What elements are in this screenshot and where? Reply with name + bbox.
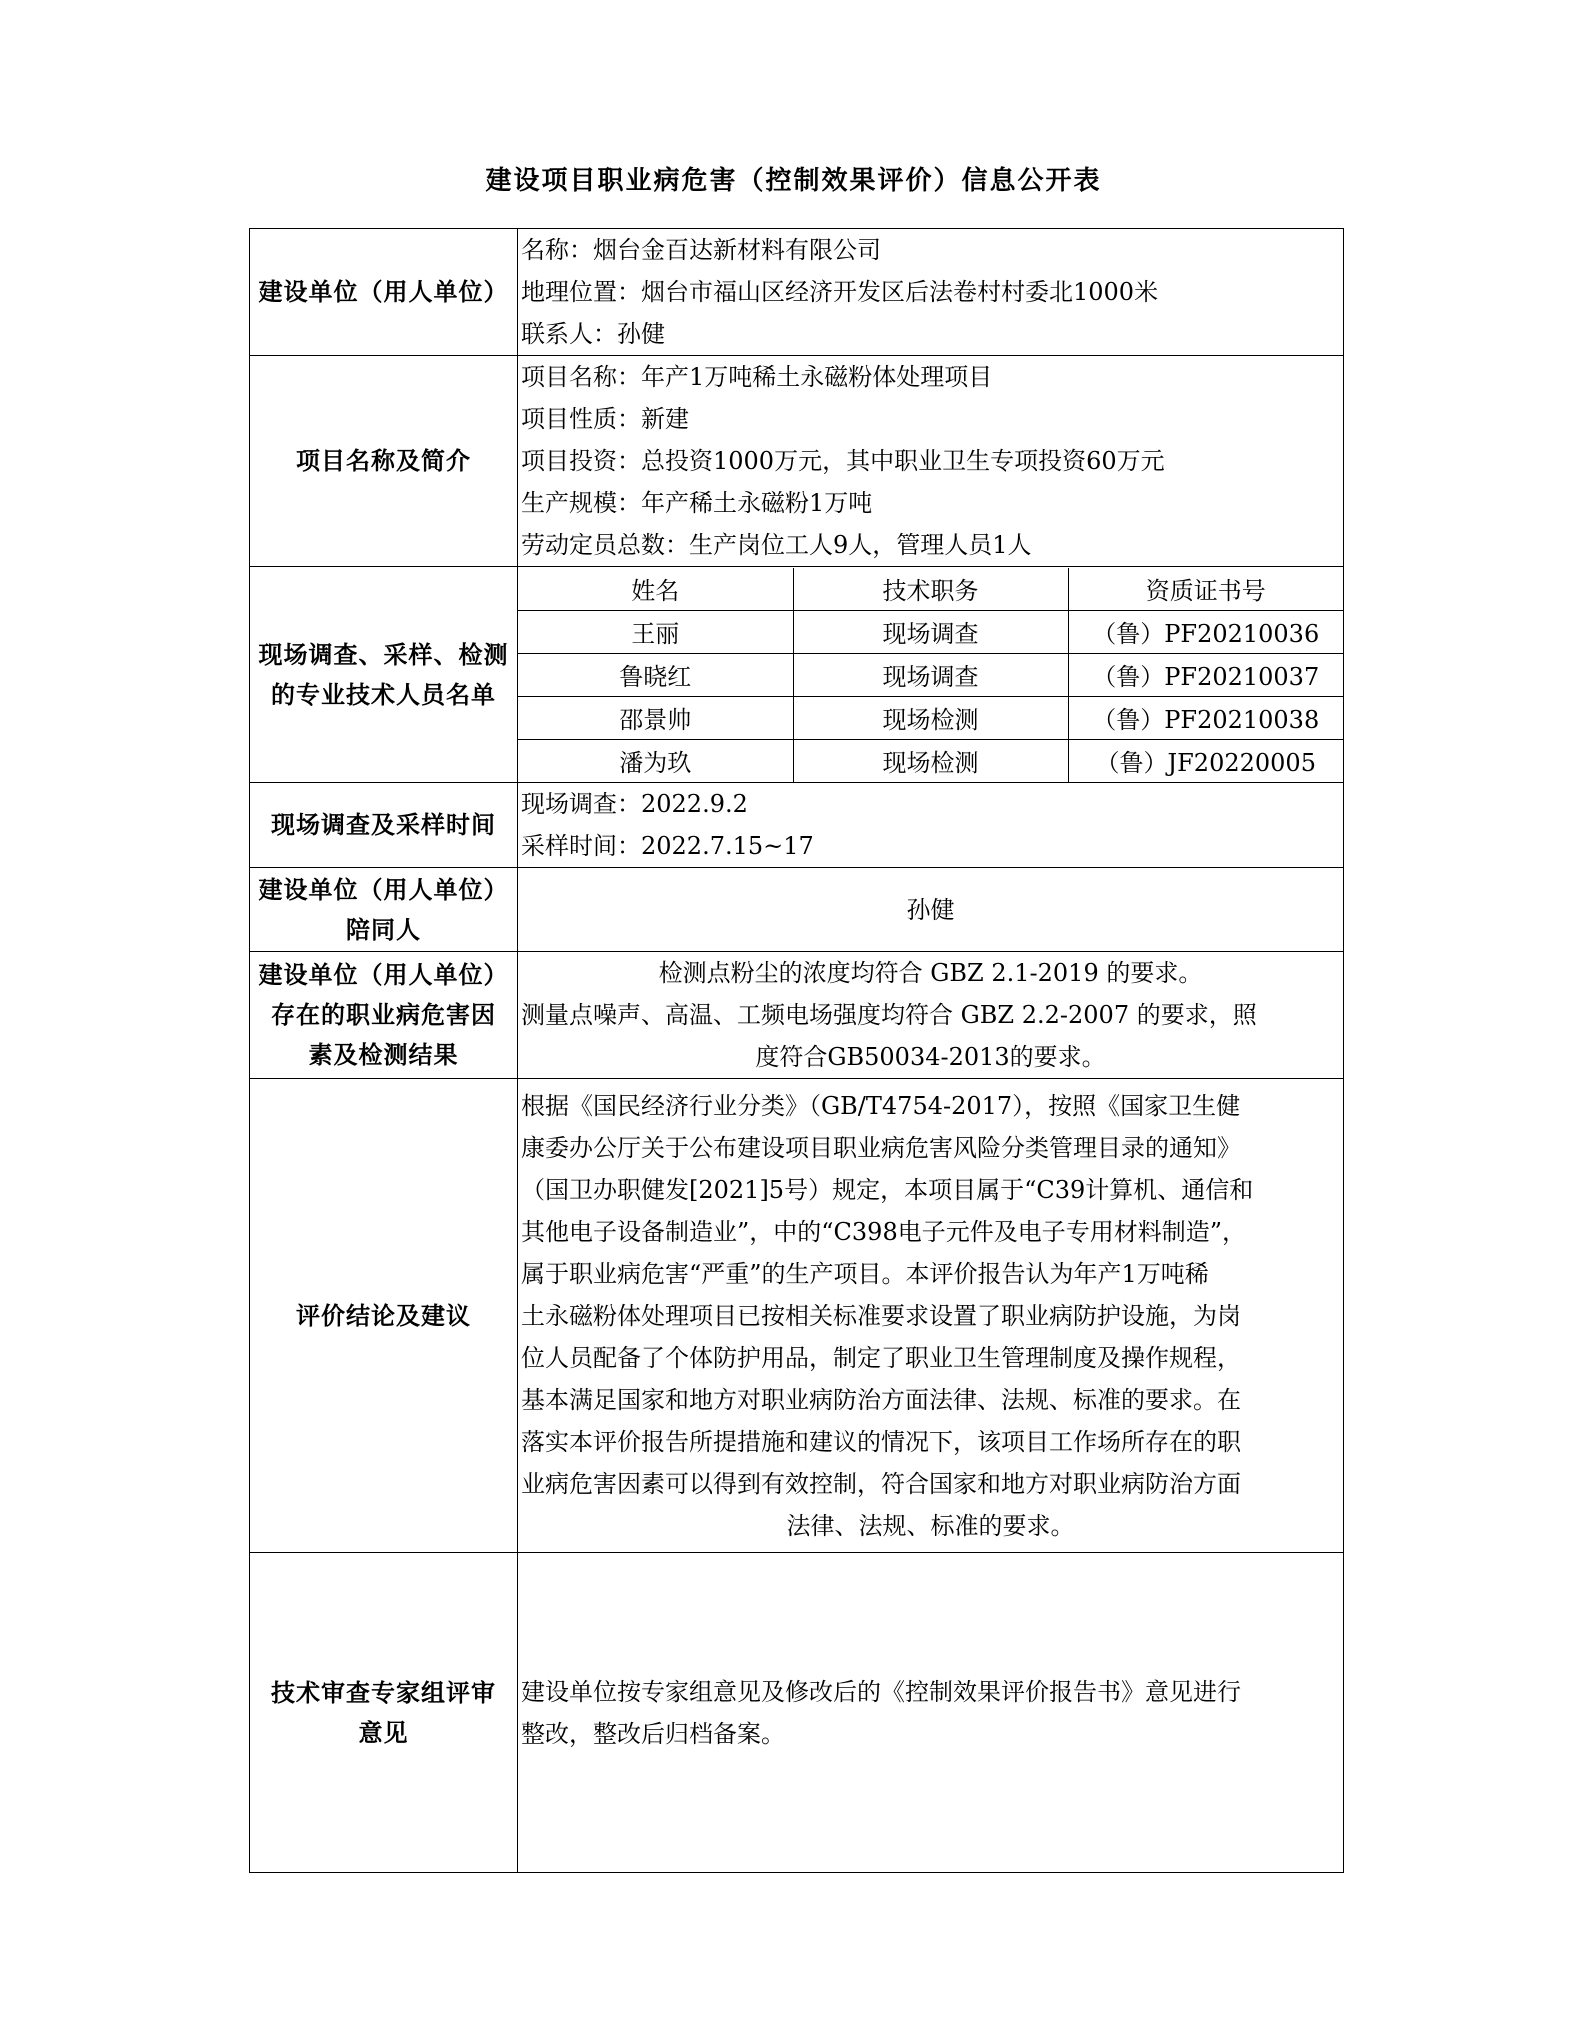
staff-cell bbox=[518, 567, 1344, 783]
conclusion-line: 其他电子设备制造业”，中的“C398电子元件及电子专用材料制造”， bbox=[521, 1217, 1246, 1246]
project-line: 项目性质：新建 bbox=[521, 405, 689, 433]
staff-header: 资质证书号 bbox=[1068, 568, 1343, 611]
survey-row bbox=[250, 783, 1344, 868]
staff-header: 技术职务 bbox=[793, 568, 1068, 611]
conclusion-line: 土永磁粉体处理项目已按相关标准要求设置了职业病防护设施，为岗 bbox=[521, 1301, 1241, 1330]
staff-table bbox=[518, 568, 1343, 782]
conclusion-row bbox=[250, 1079, 1344, 1553]
review-label-line2: 意见 bbox=[358, 1718, 409, 1747]
sampling-date: 采样时间：2022.7.15~17 bbox=[521, 832, 814, 860]
survey-content bbox=[518, 783, 1344, 868]
escort-label-line1: 建设单位（用人单位） bbox=[258, 875, 509, 904]
conclusion-line: 根据《国民经济行业分类》（GB/T4754-2017），按照《国家卫生健 bbox=[521, 1091, 1241, 1120]
project-line: 生产规模：年产稀土永磁粉1万吨 bbox=[521, 489, 873, 517]
conclusion-line: 位人员配备了个体防护用品，制定了职业卫生管理制度及操作规程， bbox=[521, 1343, 1241, 1372]
conclusion-line: （国卫办职健发[2021]5号）规定，本项目属于“C39计算机、通信和 bbox=[521, 1175, 1254, 1204]
staff-title: 现场调查 bbox=[793, 610, 1068, 653]
unit-content bbox=[518, 229, 1344, 356]
project-line: 项目名称：年产1万吨稀土永磁粉体处理项目 bbox=[521, 363, 993, 391]
staff-header-row bbox=[518, 568, 1343, 611]
staff-cert: （鲁）JF20220005 bbox=[1068, 739, 1343, 782]
staff-title: 现场调查 bbox=[793, 653, 1068, 696]
project-label: 项目名称及简介 bbox=[250, 356, 518, 567]
hazards-label-line1: 建设单位（用人单位） bbox=[258, 961, 509, 989]
staff-header: 姓名 bbox=[518, 568, 793, 611]
table-row bbox=[518, 696, 1343, 739]
escort-name: 孙健 bbox=[518, 868, 1344, 952]
review-line: 整改，整改后归档备案。 bbox=[521, 1719, 785, 1748]
staff-name: 潘为玖 bbox=[518, 739, 793, 782]
page-title: 建设项目职业病危害（控制效果评价）信息公开表 bbox=[485, 166, 1102, 196]
hazards-dust: 检测点粉尘的浓度均符合 GBZ 2.1-2019 的要求。 bbox=[658, 959, 1203, 987]
staff-name: 鲁晓红 bbox=[518, 653, 793, 696]
unit-label: 建设单位（用人单位） bbox=[250, 229, 518, 356]
staff-title: 现场检测 bbox=[793, 739, 1068, 782]
project-row bbox=[250, 356, 1344, 567]
staff-name: 王丽 bbox=[518, 610, 793, 653]
staff-label-line1: 现场调查、采样、检测 bbox=[258, 640, 509, 669]
unit-location: 地理位置：烟台市福山区经济开发区后法卷村村委北1000米 bbox=[521, 278, 1159, 306]
review-row bbox=[250, 1553, 1344, 1873]
review-line: 建设单位按专家组意见及修改后的《控制效果评价报告书》意见进行 bbox=[521, 1677, 1241, 1706]
escort-label bbox=[250, 868, 518, 952]
staff-cert: （鲁）PF20210038 bbox=[1068, 696, 1343, 739]
conclusion-line: 属于职业病危害“严重”的生产项目。本评价报告认为年产1万吨稀 bbox=[521, 1259, 1209, 1288]
conclusion-line: 落实本评价报告所提措施和建议的情况下，该项目工作场所存在的职 bbox=[521, 1427, 1241, 1456]
survey-label: 现场调查及采样时间 bbox=[250, 783, 518, 868]
table-row bbox=[518, 610, 1343, 653]
unit-row bbox=[250, 229, 1344, 356]
staff-title: 现场检测 bbox=[793, 696, 1068, 739]
staff-cert: （鲁）PF20210037 bbox=[1068, 653, 1343, 696]
hazards-content bbox=[518, 952, 1344, 1079]
staff-label bbox=[250, 567, 518, 783]
staff-label-line2: 的专业技术人员名单 bbox=[271, 680, 496, 709]
unit-contact: 联系人：孙健 bbox=[521, 320, 665, 348]
conclusion-content bbox=[518, 1079, 1344, 1553]
conclusion-line: 康委办公厅关于公布建设项目职业病危害风险分类管理目录的通知》 bbox=[521, 1133, 1241, 1162]
conclusion-line: 法律、法规、标准的要求。 bbox=[786, 1511, 1075, 1540]
hazards-label-line2: 存在的职业病危害因 bbox=[271, 1001, 496, 1029]
review-content bbox=[518, 1553, 1344, 1873]
project-content bbox=[518, 356, 1344, 567]
unit-name: 名称：烟台金百达新材料有限公司 bbox=[521, 236, 881, 264]
escort-label-line2: 陪同人 bbox=[346, 915, 421, 944]
project-line: 劳动定员总数：生产岗位工人9人，管理人员1人 bbox=[521, 531, 1032, 559]
table-row bbox=[518, 739, 1343, 782]
review-label-line1: 技术审查专家组评审 bbox=[271, 1678, 496, 1707]
staff-cert: （鲁）PF20210036 bbox=[1068, 610, 1343, 653]
staff-name: 邵景帅 bbox=[518, 696, 793, 739]
hazards-row bbox=[250, 952, 1344, 1079]
hazards-light: 度符合GB50034-2013的要求。 bbox=[755, 1043, 1106, 1071]
hazards-noise: 测量点噪声、高温、工频电场强度均符合 GBZ 2.2-2007 的要求，照 bbox=[521, 1001, 1257, 1029]
conclusion-label: 评价结论及建议 bbox=[250, 1079, 518, 1553]
conclusion-line: 业病危害因素可以得到有效控制，符合国家和地方对职业病防治方面 bbox=[521, 1469, 1241, 1498]
table-row bbox=[518, 653, 1343, 696]
escort-row bbox=[250, 868, 1344, 952]
survey-date: 现场调查：2022.9.2 bbox=[521, 790, 748, 818]
project-line: 项目投资：总投资1000万元，其中职业卫生专项投资60万元 bbox=[521, 447, 1165, 475]
staff-row bbox=[250, 567, 1344, 783]
hazards-label bbox=[250, 952, 518, 1079]
info-table bbox=[249, 228, 1344, 1873]
hazards-label-line3: 素及检测结果 bbox=[308, 1041, 459, 1069]
conclusion-line: 基本满足国家和地方对职业病防治方面法律、法规、标准的要求。在 bbox=[521, 1385, 1241, 1414]
review-label bbox=[250, 1553, 518, 1873]
